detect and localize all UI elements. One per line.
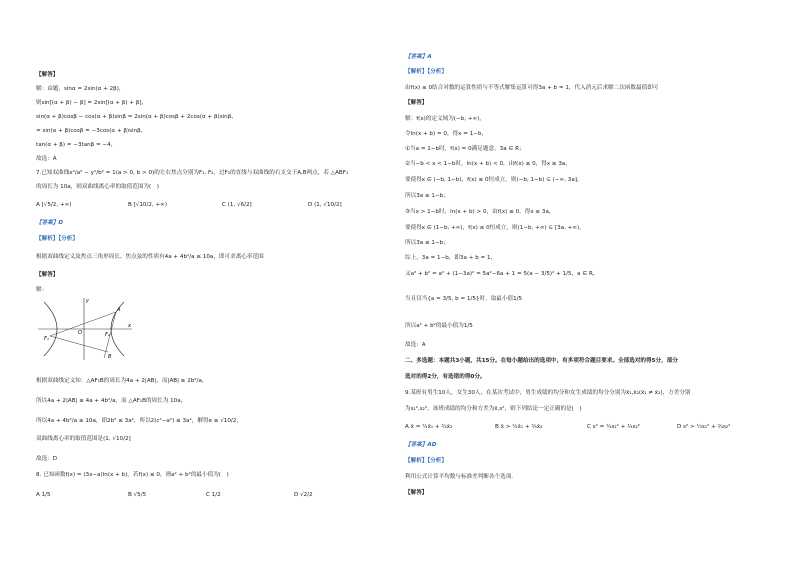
hyperbola-figure (36, 294, 136, 364)
text-line: 解：由题，sinα = 2sin(α + 2β)， (36, 86, 125, 92)
text-line: sin(α + β)cosβ − cos(α + β)sinβ = 2sin(α + β)cosβ + 2cos(α + β)sinβ， (36, 114, 237, 120)
text-line: 故选：A (405, 342, 426, 348)
text-line: ①当a = 1−b时，f(x) = 0满足题意，3a ∈ R； (405, 146, 525, 152)
option-d: D (1, √10/2] (308, 202, 342, 208)
text-line: = sin(α + β)cosβ = −3cos(α + β)sinβ， (36, 128, 147, 134)
y-axis-label: y (86, 298, 89, 304)
question-7-line1: 7.已知双曲线x²/a² − y²/b² = 1(a > 0, b > 0)的左右焦点分别为F₁, F₂，过F₂的直线与双曲线的右支交于A,B两点，若 △ABF₁ (36, 170, 349, 176)
question-9-line2: 为s₁²,s₂²，该班成绩的均分和方差为x̄,s²，则下列结论一定正确的是( ) (405, 406, 582, 412)
text-line: 又a² + b² = a² + (1−3a)² = 5a²−6a + 1 = 5(a − 3/5)² + 1/5，a ∈ R， (405, 271, 599, 277)
option-c: C s² = ¼s₁² + ¾s₂² (587, 424, 640, 430)
option-b: B x̄ > ¼x̄₁ + ¾x̄₂ (495, 424, 543, 430)
analysis-text: 由f(x) ≤ 0结合对数的运算性质与不等式解集运算可得3a + b = 1，代入消元后求解二次函数最值即可 (405, 85, 659, 91)
text-line: 所以a² + b²的最小值为1/5 (405, 323, 473, 329)
text-line: 综上，3a = 1−b，即3a + b = 1， (405, 255, 497, 261)
option-a: A [√5/2, +∞) (36, 202, 72, 208)
text-line: 所以3a ≤ 1−b； (405, 240, 449, 246)
x-axis-label: x (128, 323, 131, 329)
question-7-line2: 的周长为 10a，则双曲线离心率的取值范围为( ) (36, 184, 159, 190)
option-d: D √2/2 (294, 492, 313, 498)
option-a: A 1/5 (36, 492, 51, 498)
text-line: 解：f(x)的定义域为(−b, +∞)， (405, 116, 485, 122)
text-line: 双曲线离心率的取值范围是(1, √10/2] (36, 436, 131, 442)
solution-start: 解： (36, 287, 48, 293)
answer-label: 【答案】A (405, 54, 432, 60)
solution-heading: 【解答】 (36, 272, 59, 278)
text-line: 则sin[(α + β) − β] = 2sin[(α + β) + β]， (36, 100, 148, 106)
solution-heading: 【解答】 (405, 490, 428, 496)
text-line: 当且仅当{a = 3/5, b = 1/5}时，取最小值1/5 (405, 296, 523, 302)
point-f1-label: F₁ (44, 336, 49, 342)
solution-heading: 【解答】 (36, 72, 59, 78)
analysis-text: 根据双曲线定义及焦点三角形周长、焦点弦的性质有4a + 4b²/a ≤ 10a，即可求离心率范围 (36, 254, 264, 260)
text-line: 要使得x ∈ (1−b, +∞)，f(x) ≤ 0恒成立，则(1−b, +∞) ⊆ [3a, +∞)， (405, 225, 585, 231)
text-line: 令ln(x + b) = 0，得x = 1−b， (405, 131, 488, 137)
text-line: 所以4a + 2|AB| ≥ 4a + 4b²/a，而 △AF₁B的周长为 10a， (36, 398, 187, 404)
solution-heading: 【解答】 (405, 100, 428, 106)
point-b-label: B (108, 354, 112, 360)
analysis-text: 利用公式计算平均数与标准差判断各个选项. (405, 474, 514, 480)
text-line: 故选：D (36, 456, 58, 462)
option-b: B √5/5 (128, 492, 147, 498)
text-line: ②当−b < x < 1−b时，ln(x + b) < 0，由f(x) ≤ 0，得x ≥ 3a， (405, 161, 571, 167)
point-a-label: A (117, 307, 121, 313)
text-line: 要使得x ∈ (−b, 1−b)，f(x) ≤ 0恒成立，则(−b, 1−b) ⊆ (−∞, 3a]， (405, 177, 583, 183)
analysis-label: 【解析】【分析】 (405, 458, 447, 464)
origin-label: O (78, 330, 82, 336)
question-8: 8. 已知函数f(x) = (3x−a)ln(x + b)，若f(x) ≤ 0，则a² + b²的最小值为( ) (36, 472, 229, 478)
point-f2-label: F₂ (105, 332, 110, 338)
text-line: 所以3a ≥ 1−b； (405, 193, 449, 199)
option-c: C 1/2 (206, 492, 221, 498)
section-heading-cont: 选对的得2分，有选错的得0分。 (405, 374, 486, 380)
text-line: ③当x > 1−b时，ln(x + b) > 0，由f(x) ≤ 0，得x ≤ 3a， (405, 209, 555, 215)
analysis-label: 【解析】【分析】 (36, 236, 78, 242)
section-heading: 二、多选题：本题共3小题，共15分。在每小题给出的选项中，有多项符合题目要求。全部选对的得5分，部分 (405, 358, 678, 364)
option-b: B [√10/2, +∞) (128, 202, 168, 208)
option-a: A x̄ = ¼x̄₁ + ¾x̄₂ (405, 424, 453, 430)
answer-label: 【答案】AD (405, 442, 437, 448)
text-line: 根据双曲线定义知：△AF₁B的周长为4a + 2|AB|，而|AB| ≥ 2b²/a， (36, 378, 208, 384)
text-line: 故选：A (36, 156, 57, 162)
question-9-line1: 9.某班有男生10人，女生30人，在某次考试中，男生成绩的均分和女生成绩的均分分别为x̄₁,x̄₂(x̄₁ ≠ x̄₂)，方差分别 (405, 390, 691, 396)
option-d: D s² > ¼s₁² + ¾s₂² (677, 424, 731, 430)
text-line: tan(α + β) = −3tanβ = −4， (36, 142, 117, 148)
option-c: C (1, √6/2] (222, 202, 252, 208)
analysis-label: 【解析】【分析】 (405, 69, 447, 75)
answer-label: 【答案】D (36, 220, 64, 226)
text-line: 所以4a + 4b²/a ≤ 10a，即2b² ≤ 3a²，所以2(c²−a²) ≤ 3a²，解得e ≤ √10/2， (36, 418, 242, 424)
